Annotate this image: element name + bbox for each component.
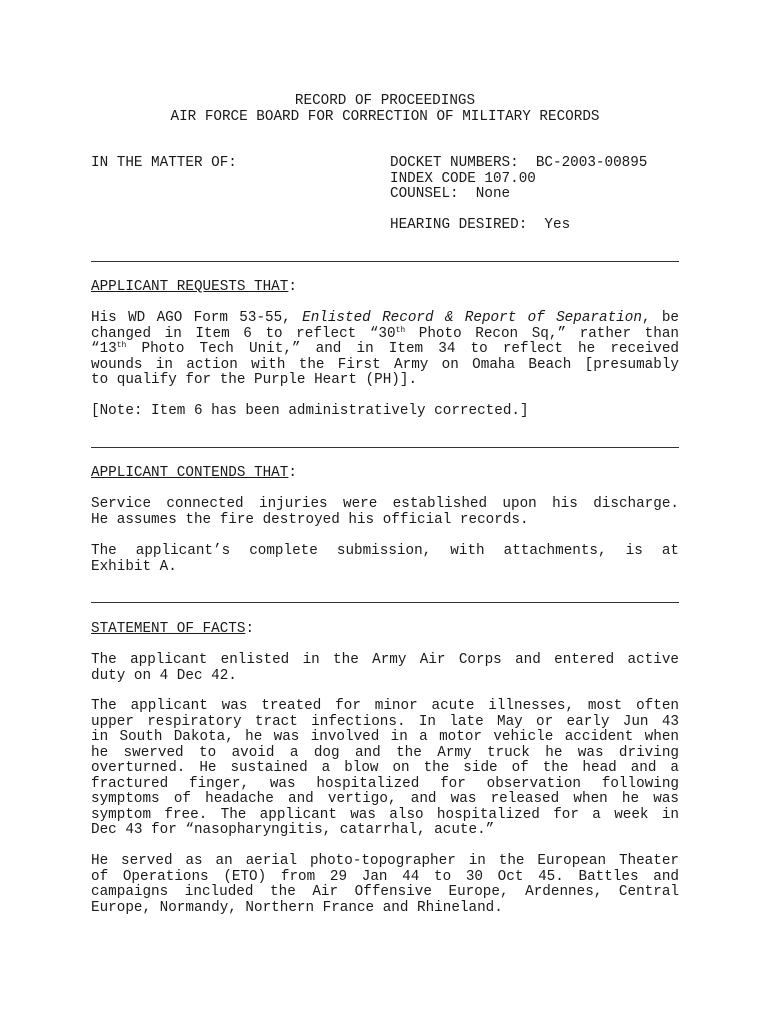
- text-line: duty on 4 Dec 42.: [91, 667, 237, 684]
- text-line: to qualify for the Purple Heart (PH)].: [91, 372, 418, 388]
- matter-label: IN THE MATTER OF:: [91, 155, 237, 171]
- text-run: His WD AGO Form 53-55,: [91, 310, 303, 326]
- text-run: Photo Recon Sq,” rather than: [405, 325, 679, 342]
- heading-colon: :: [288, 465, 297, 481]
- section-divider: [91, 447, 679, 448]
- requests-paragraph: [91, 311, 679, 389]
- section-divider: [91, 261, 679, 262]
- facts-paragraph-1: [91, 653, 679, 684]
- heading-text: APPLICANT REQUESTS THAT: [91, 279, 289, 295]
- index-code: INDEX CODE 107.00: [390, 171, 536, 187]
- contends-paragraph-1: [91, 497, 679, 528]
- docket-numbers: DOCKET NUMBERS: BC-2003-00895: [390, 155, 648, 171]
- ordinal-suffix: th: [395, 325, 406, 335]
- text-run: , be: [641, 310, 679, 326]
- text-line: [91, 311, 679, 327]
- text-run: changed in Item 6 to reflect “30: [91, 325, 396, 342]
- text-line: wounds in action with the First Army on Omaha Beach [presumably: [91, 356, 679, 373]
- text-line: in South Dakota, he was involved in a motor vehicle accident when: [91, 729, 679, 745]
- heading-colon: :: [288, 279, 297, 295]
- text-line: He assumes the fire destroyed his official records.: [91, 511, 529, 528]
- board-name: AIR FORCE BOARD FOR CORRECTION OF MILITARY RECORDS: [170, 109, 600, 125]
- text-line: Dec 43 for “nasopharyngitis, catarrhal, acute.”: [91, 822, 495, 838]
- text-line: He served as an aerial photo-topographer in the European Theater: [91, 853, 679, 869]
- text-line: upper respiratory tract infections. In late May or early Jun 43: [91, 713, 679, 730]
- text-line: [91, 342, 679, 358]
- text-line: overturned. He sustained a blow on the side of the head and a: [91, 760, 679, 776]
- text-line: Europe, Normandy, Northern France and Rhineland.: [91, 899, 503, 916]
- ordinal-suffix: th: [116, 341, 127, 350]
- text-line: The applicant’s complete submission, with attachments, is at: [91, 543, 679, 559]
- text-line: symptom free. The applicant was also hospitalized for a week in: [91, 806, 679, 823]
- section-heading-facts: [91, 622, 254, 638]
- text-line: campaigns included the Air Offensive Europe, Ardennes, Central: [91, 884, 679, 900]
- heading-text: APPLICANT CONTENDS THAT: [91, 465, 289, 481]
- text-line: Service connected injuries were established upon his discharge.: [91, 496, 679, 512]
- hearing-desired: HEARING DESIRED: Yes: [390, 217, 571, 233]
- text-run: Photo Tech Unit,” and in Item 34 to reflect he received: [126, 341, 679, 357]
- text-line: The applicant enlisted in the Army Air Corps and entered active: [91, 652, 679, 668]
- text-line: symptoms of headache and vertigo, and was released when he was: [91, 791, 679, 807]
- section-heading-contends: [91, 466, 297, 482]
- heading-text: STATEMENT OF FACTS: [91, 621, 246, 637]
- facts-paragraph-3: [91, 854, 679, 916]
- text-line: [91, 327, 679, 343]
- text-line: The applicant was treated for minor acute illnesses, most often: [91, 698, 679, 714]
- text-line: fractured finger, was hospitalized for observation following: [91, 775, 679, 792]
- administrative-note: [Note: Item 6 has been administratively corrected.]: [91, 403, 529, 419]
- text-line: he swerved to avoid a dog and the Army truck he was driving: [91, 744, 679, 761]
- form-title: Enlisted Record & Report of Separation: [302, 310, 642, 326]
- section-heading-requests: [91, 280, 297, 296]
- facts-paragraph-2: [91, 699, 679, 839]
- counsel: COUNSEL: None: [390, 186, 511, 202]
- heading-colon: :: [245, 621, 255, 637]
- text-line: of Operations (ETO) from 29 Jan 44 to 30 Oct 45. Battles and: [91, 868, 679, 885]
- section-divider: [91, 602, 679, 603]
- text-line: Exhibit A.: [91, 558, 177, 575]
- document-title: RECORD OF PROCEEDINGS: [294, 93, 476, 109]
- text-run: “13: [91, 341, 117, 357]
- contends-paragraph-2: [91, 544, 679, 575]
